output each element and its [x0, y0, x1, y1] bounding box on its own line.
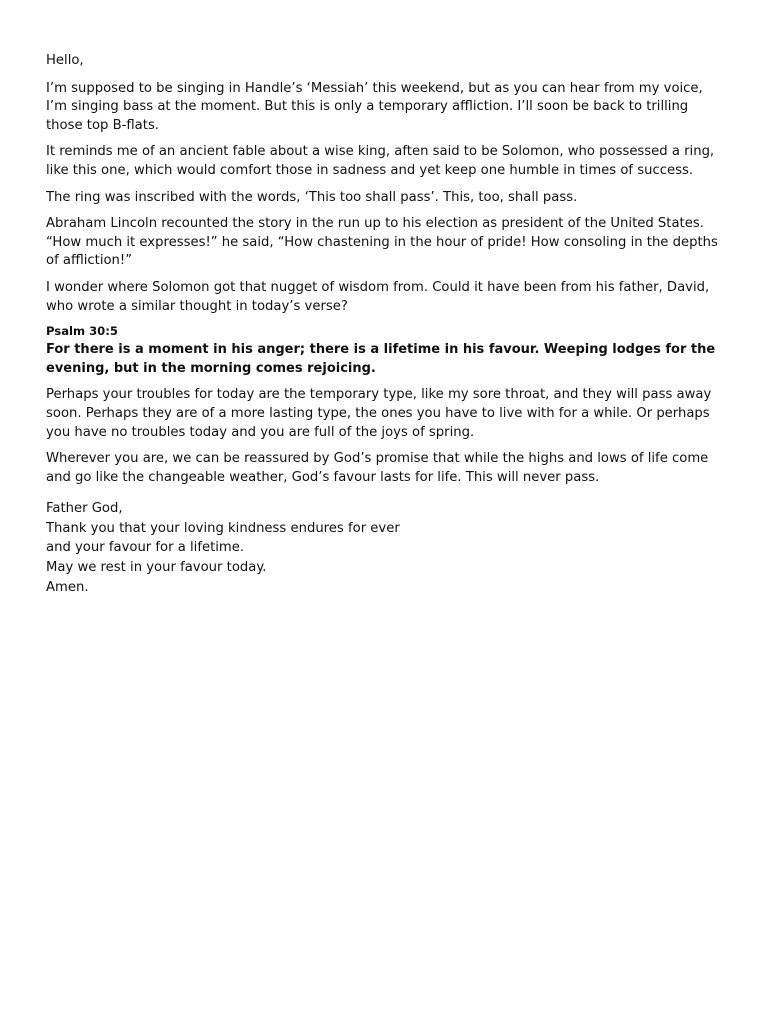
paragraph-solomon: I wonder where Solomon got that nugget of wisdom from. Could it have been from his father, David, who wrote a similar thought in today’s verse? [46, 279, 710, 314]
verse-reference: Psalm 30:5 [46, 324, 118, 339]
paragraph-reassurance: Wherever you are, we can be reassured by God’s promise that while the highs and lows of life come and go like the changeable weather, God’s favour lasts for life. This will never pass. [46, 451, 709, 485]
paragraph-lincoln: Abraham Lincoln recounted the story in the run up to his election as president of the United States. “How much it expresses!” he said, “How chastening in the hour of pride! How consoling in the depths of affliction!” [46, 216, 718, 269]
document-page [46, 52, 722, 597]
prayer-line: Thank you that your loving kindness endures for ever [46, 520, 400, 536]
prayer-line: Father God, [46, 501, 123, 517]
prayer [46, 499, 722, 597]
paragraph-troubles: Perhaps your troubles for today are the temporary type, like my sore throat, and they will pass away soon. Perhaps they are of a more lasting type, the ones you have to live with for a while. Or perhaps you have no troubles today and you are full of the joys of spring. [46, 387, 712, 440]
greeting: Hello, [46, 53, 84, 68]
prayer-line: and your favour for a lifetime. [46, 540, 245, 556]
verse-text: For there is a moment in his anger; there is a lifetime in his favour. Weeping lodges for the evening, but in the morning comes rejoicing. [46, 342, 716, 376]
paragraph-ring-inscription: The ring was inscribed with the words, ‘This too shall pass’. This, too, shall pass. [46, 189, 578, 205]
prayer-amen: Amen. [46, 579, 89, 595]
prayer-line: May we rest in your favour today. [46, 560, 267, 576]
paragraph-fable: It reminds me of an ancient fable about a wise king, aften said to be Solomon, who possessed a ring, like this one, which would comfort those in sadness and yet keep one humble in times of success. [46, 144, 715, 178]
paragraph-messiah: I’m supposed to be singing in Handle’s ‘Messiah’ this weekend, but as you can hear from my voice, I’m singing bass at the moment. But this is only a temporary affliction. I’ll soon be back to trilling those top B-flats. [46, 80, 703, 133]
